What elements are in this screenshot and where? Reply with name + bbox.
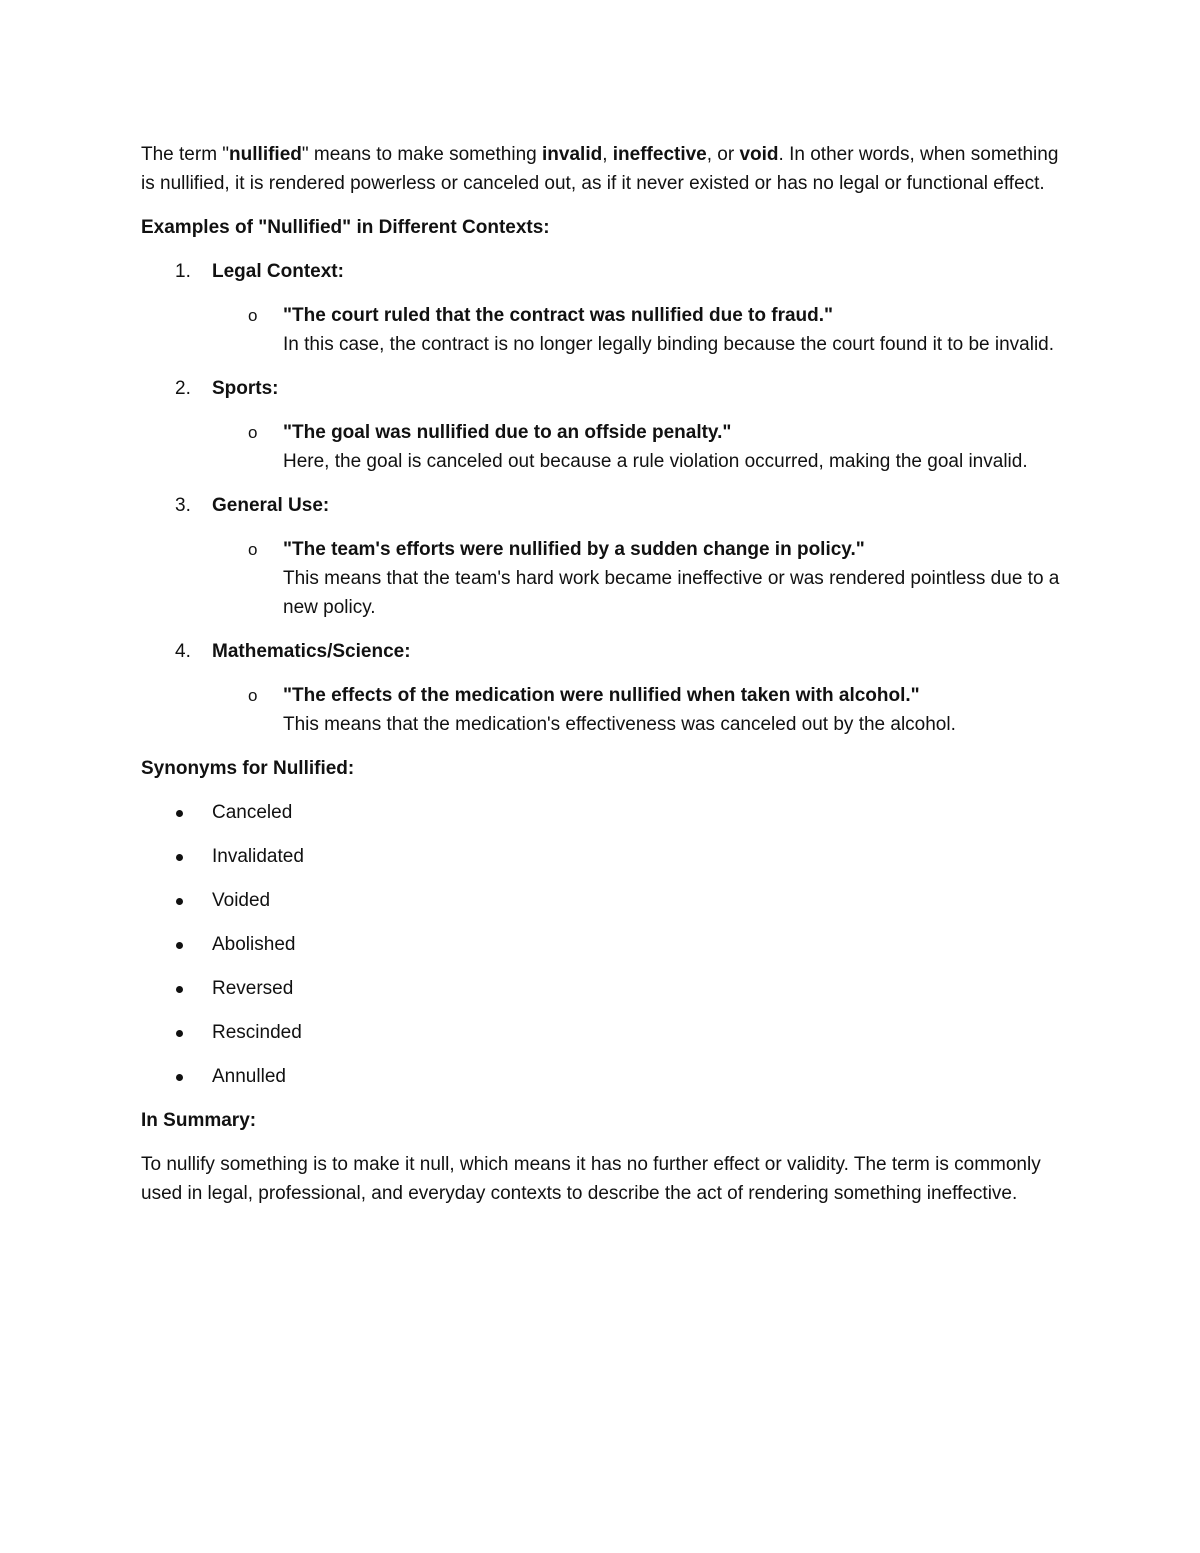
- example-sub-item: [141, 418, 1071, 476]
- example-sub-item: [141, 535, 1071, 622]
- bullet-icon: [176, 1074, 183, 1081]
- synonyms-heading: Synonyms for Nullified:: [141, 758, 355, 779]
- synonym-item: [141, 798, 1071, 827]
- intro-keyword: invalid: [542, 144, 603, 165]
- synonym-text: Canceled: [212, 802, 293, 823]
- intro-text: ,: [602, 144, 613, 165]
- item-number: 3.: [175, 495, 191, 516]
- summary-paragraph: To nullify something is to make it null, which means it has no further effect or validity. The term is commonly used in legal, professional, and everyday contexts to describe the act of rendering something ineffective.: [141, 1154, 1041, 1204]
- intro-keyword: ineffective: [612, 144, 707, 165]
- numbered-item: [141, 374, 1071, 403]
- intro-text: The term ": [141, 144, 230, 165]
- circle-bullet-icon: o: [248, 306, 258, 325]
- bullet-icon: [176, 942, 183, 949]
- intro-term: nullified: [229, 144, 302, 165]
- synonym-text: Invalidated: [212, 846, 304, 867]
- synonym-item: [141, 886, 1071, 915]
- synonym-item: [141, 1062, 1071, 1091]
- circle-bullet-icon: o: [248, 686, 258, 705]
- example-explanation: Here, the goal is canceled out because a rule violation occurred, making the goal invalid.: [283, 451, 1028, 472]
- summary-heading: In Summary:: [141, 1110, 257, 1131]
- bullet-icon: [176, 810, 183, 817]
- example-explanation: This means that the medication's effectiveness was canceled out by the alcohol.: [283, 714, 956, 735]
- bullet-icon: [176, 986, 183, 993]
- synonym-item: [141, 1018, 1071, 1047]
- item-number: 2.: [175, 378, 191, 399]
- item-number: 4.: [175, 641, 191, 662]
- examples-heading: Examples of "Nullified" in Different Contexts:: [141, 217, 550, 238]
- example-sub-item: [141, 681, 1071, 739]
- bullet-icon: [176, 854, 183, 861]
- circle-bullet-icon: o: [248, 540, 258, 559]
- synonym-item: [141, 842, 1071, 871]
- numbered-item: [141, 257, 1071, 286]
- bullet-icon: [176, 898, 183, 905]
- bullet-icon: [176, 1030, 183, 1037]
- circle-bullet-icon: o: [248, 423, 258, 442]
- example-explanation: In this case, the contract is no longer legally binding because the court found it to be invalid.: [283, 334, 1055, 355]
- item-label: Sports:: [212, 378, 279, 399]
- intro-text: , or: [706, 144, 740, 165]
- intro-keyword: void: [739, 144, 779, 165]
- synonym-text: Rescinded: [212, 1022, 302, 1043]
- example-explanation: This means that the team's hard work became ineffective or was rendered pointless due to a new policy.: [283, 568, 1060, 618]
- item-label: General Use:: [212, 495, 330, 516]
- numbered-item: [141, 491, 1071, 520]
- synonym-text: Reversed: [212, 978, 294, 999]
- synonym-text: Voided: [212, 890, 271, 911]
- example-quote: "The effects of the medication were nullified when taken with alcohol.": [283, 685, 920, 706]
- example-quote: "The team's efforts were nullified by a sudden change in policy.": [283, 539, 865, 560]
- item-label: Legal Context:: [212, 261, 344, 282]
- example-quote: "The court ruled that the contract was nullified due to fraud.": [283, 305, 834, 326]
- synonym-item: [141, 930, 1071, 959]
- synonym-text: Annulled: [212, 1066, 286, 1087]
- example-sub-item: [141, 301, 1071, 359]
- numbered-item: [141, 637, 1071, 666]
- item-number: 1.: [175, 261, 191, 282]
- synonym-text: Abolished: [212, 934, 296, 955]
- intro-paragraph: [141, 140, 1071, 198]
- example-quote: "The goal was nullified due to an offside penalty.": [283, 422, 732, 443]
- synonym-item: [141, 974, 1071, 1003]
- item-label: Mathematics/Science:: [212, 641, 411, 662]
- intro-text: " means to make something: [301, 144, 543, 165]
- document-page: [141, 140, 1071, 1208]
- intro-text: . In other words, when something is nullified, it is rendered powerless or canceled out, as if it never existed or has no legal or functional effect.: [141, 144, 1059, 194]
